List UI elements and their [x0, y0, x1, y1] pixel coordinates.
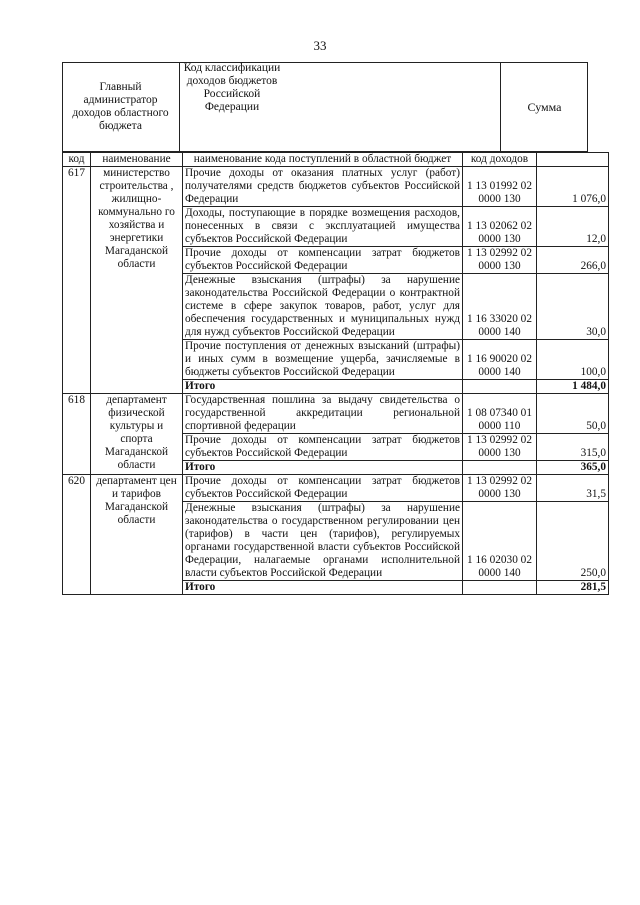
subheader-sum [537, 153, 609, 167]
revenue-code: 1 16 90020 02 0000 140 [463, 340, 537, 380]
revenue-table [62, 152, 609, 595]
admin-name: министерство строительства , жилищно-коммунально го хозяйства и энергетики Магаданской области [91, 167, 183, 394]
revenue-sum: 315,0 [537, 434, 609, 461]
revenue-sum: 31,5 [537, 475, 609, 502]
subheader-naim-code: наименование кода поступлений в областной бюджет [183, 153, 463, 167]
admin-name: департамент физической культуры и спорта Магаданской области [91, 394, 183, 475]
revenue-code: 1 16 02030 02 0000 140 [463, 502, 537, 581]
total-empty [463, 380, 537, 394]
header-admin: Главный администратор доходов областного бюджета [62, 62, 180, 152]
admin-code: 618 [63, 394, 91, 475]
revenue-description: Прочие поступления от денежных взысканий (штрафы) и иных сумм в возмещение ущерба, зачисляемые в бюджеты субъектов Российской Федерации [183, 340, 463, 380]
total-label: Итого [183, 581, 463, 595]
table-row [63, 475, 609, 502]
revenue-description: Государственная пошлина за выдачу свидетельства о государственной аккредитации региональной спортивной федерации [183, 394, 463, 434]
revenue-description: Денежные взыскания (штрафы) за нарушение законодательства Российской Федерации о контрактной системе в сфере закупок товаров, работ, услуг для обеспечения государственных и муниципальных нужд для нужд субъектов Российской Федерации [183, 274, 463, 340]
total-sum: 281,5 [537, 581, 609, 595]
total-sum: 365,0 [537, 461, 609, 475]
header-sum: Сумма [500, 62, 588, 152]
revenue-description: Прочие доходы от компенсации затрат бюджетов субъектов Российской Федерации [183, 247, 463, 274]
revenue-description: Прочие доходы от компенсации затрат бюджетов субъектов Российской Федерации [183, 475, 463, 502]
total-sum: 1 484,0 [537, 380, 609, 394]
revenue-description: Доходы, поступающие в порядке возмещения расходов, понесенных в связи с эксплуатацией имущества субъектов Российской Федерации [183, 207, 463, 247]
total-label: Итого [183, 461, 463, 475]
revenue-description: Прочие доходы от компенсации затрат бюджетов субъектов Российской Федерации [183, 434, 463, 461]
revenue-sum: 250,0 [537, 502, 609, 581]
revenue-sum: 50,0 [537, 394, 609, 434]
subheader-kod-dohodov: код доходов [463, 153, 537, 167]
revenue-code: 1 13 02992 02 0000 130 [463, 434, 537, 461]
revenue-code: 1 16 33020 02 0000 140 [463, 274, 537, 340]
subheader-row [63, 153, 609, 167]
revenue-code: 1 13 02992 02 0000 130 [463, 247, 537, 274]
revenue-description: Прочие доходы от оказания платных услуг (работ) получателями средств бюджетов субъектов Российской Федерации [183, 167, 463, 207]
header-classification [180, 62, 500, 152]
revenue-sum: 266,0 [537, 247, 609, 274]
revenue-code: 1 08 07340 01 0000 110 [463, 394, 537, 434]
revenue-sum: 12,0 [537, 207, 609, 247]
revenue-code: 1 13 02062 02 0000 130 [463, 207, 537, 247]
subheader-naim: наименование [91, 153, 183, 167]
admin-code: 620 [63, 475, 91, 595]
header-classification-label: Код классификации доходов бюджетов Российской Федерации [183, 62, 281, 113]
admin-name: департамент цен и тарифов Магаданской области [91, 475, 183, 595]
table-row [63, 167, 609, 207]
revenue-description: Денежные взыскания (штрафы) за нарушение законодательства о государственном регулировании цен (тарифов) в части цен (тарифов), регулируемых органами государственной власти субъектов Российской Федерации, налагаемые органами исполнительной власти субъектов Российской Федерации [183, 502, 463, 581]
total-label: Итого [183, 380, 463, 394]
revenue-sum: 30,0 [537, 274, 609, 340]
table-row [63, 394, 609, 434]
revenue-code: 1 13 02992 02 0000 130 [463, 475, 537, 502]
subheader-kod: код [63, 153, 91, 167]
revenue-sum: 100,0 [537, 340, 609, 380]
total-empty [463, 461, 537, 475]
total-empty [463, 581, 537, 595]
revenue-sum: 1 076,0 [537, 167, 609, 207]
page-number: 33 [313, 38, 327, 53]
revenue-code: 1 13 01992 02 0000 130 [463, 167, 537, 207]
admin-code: 617 [63, 167, 91, 394]
